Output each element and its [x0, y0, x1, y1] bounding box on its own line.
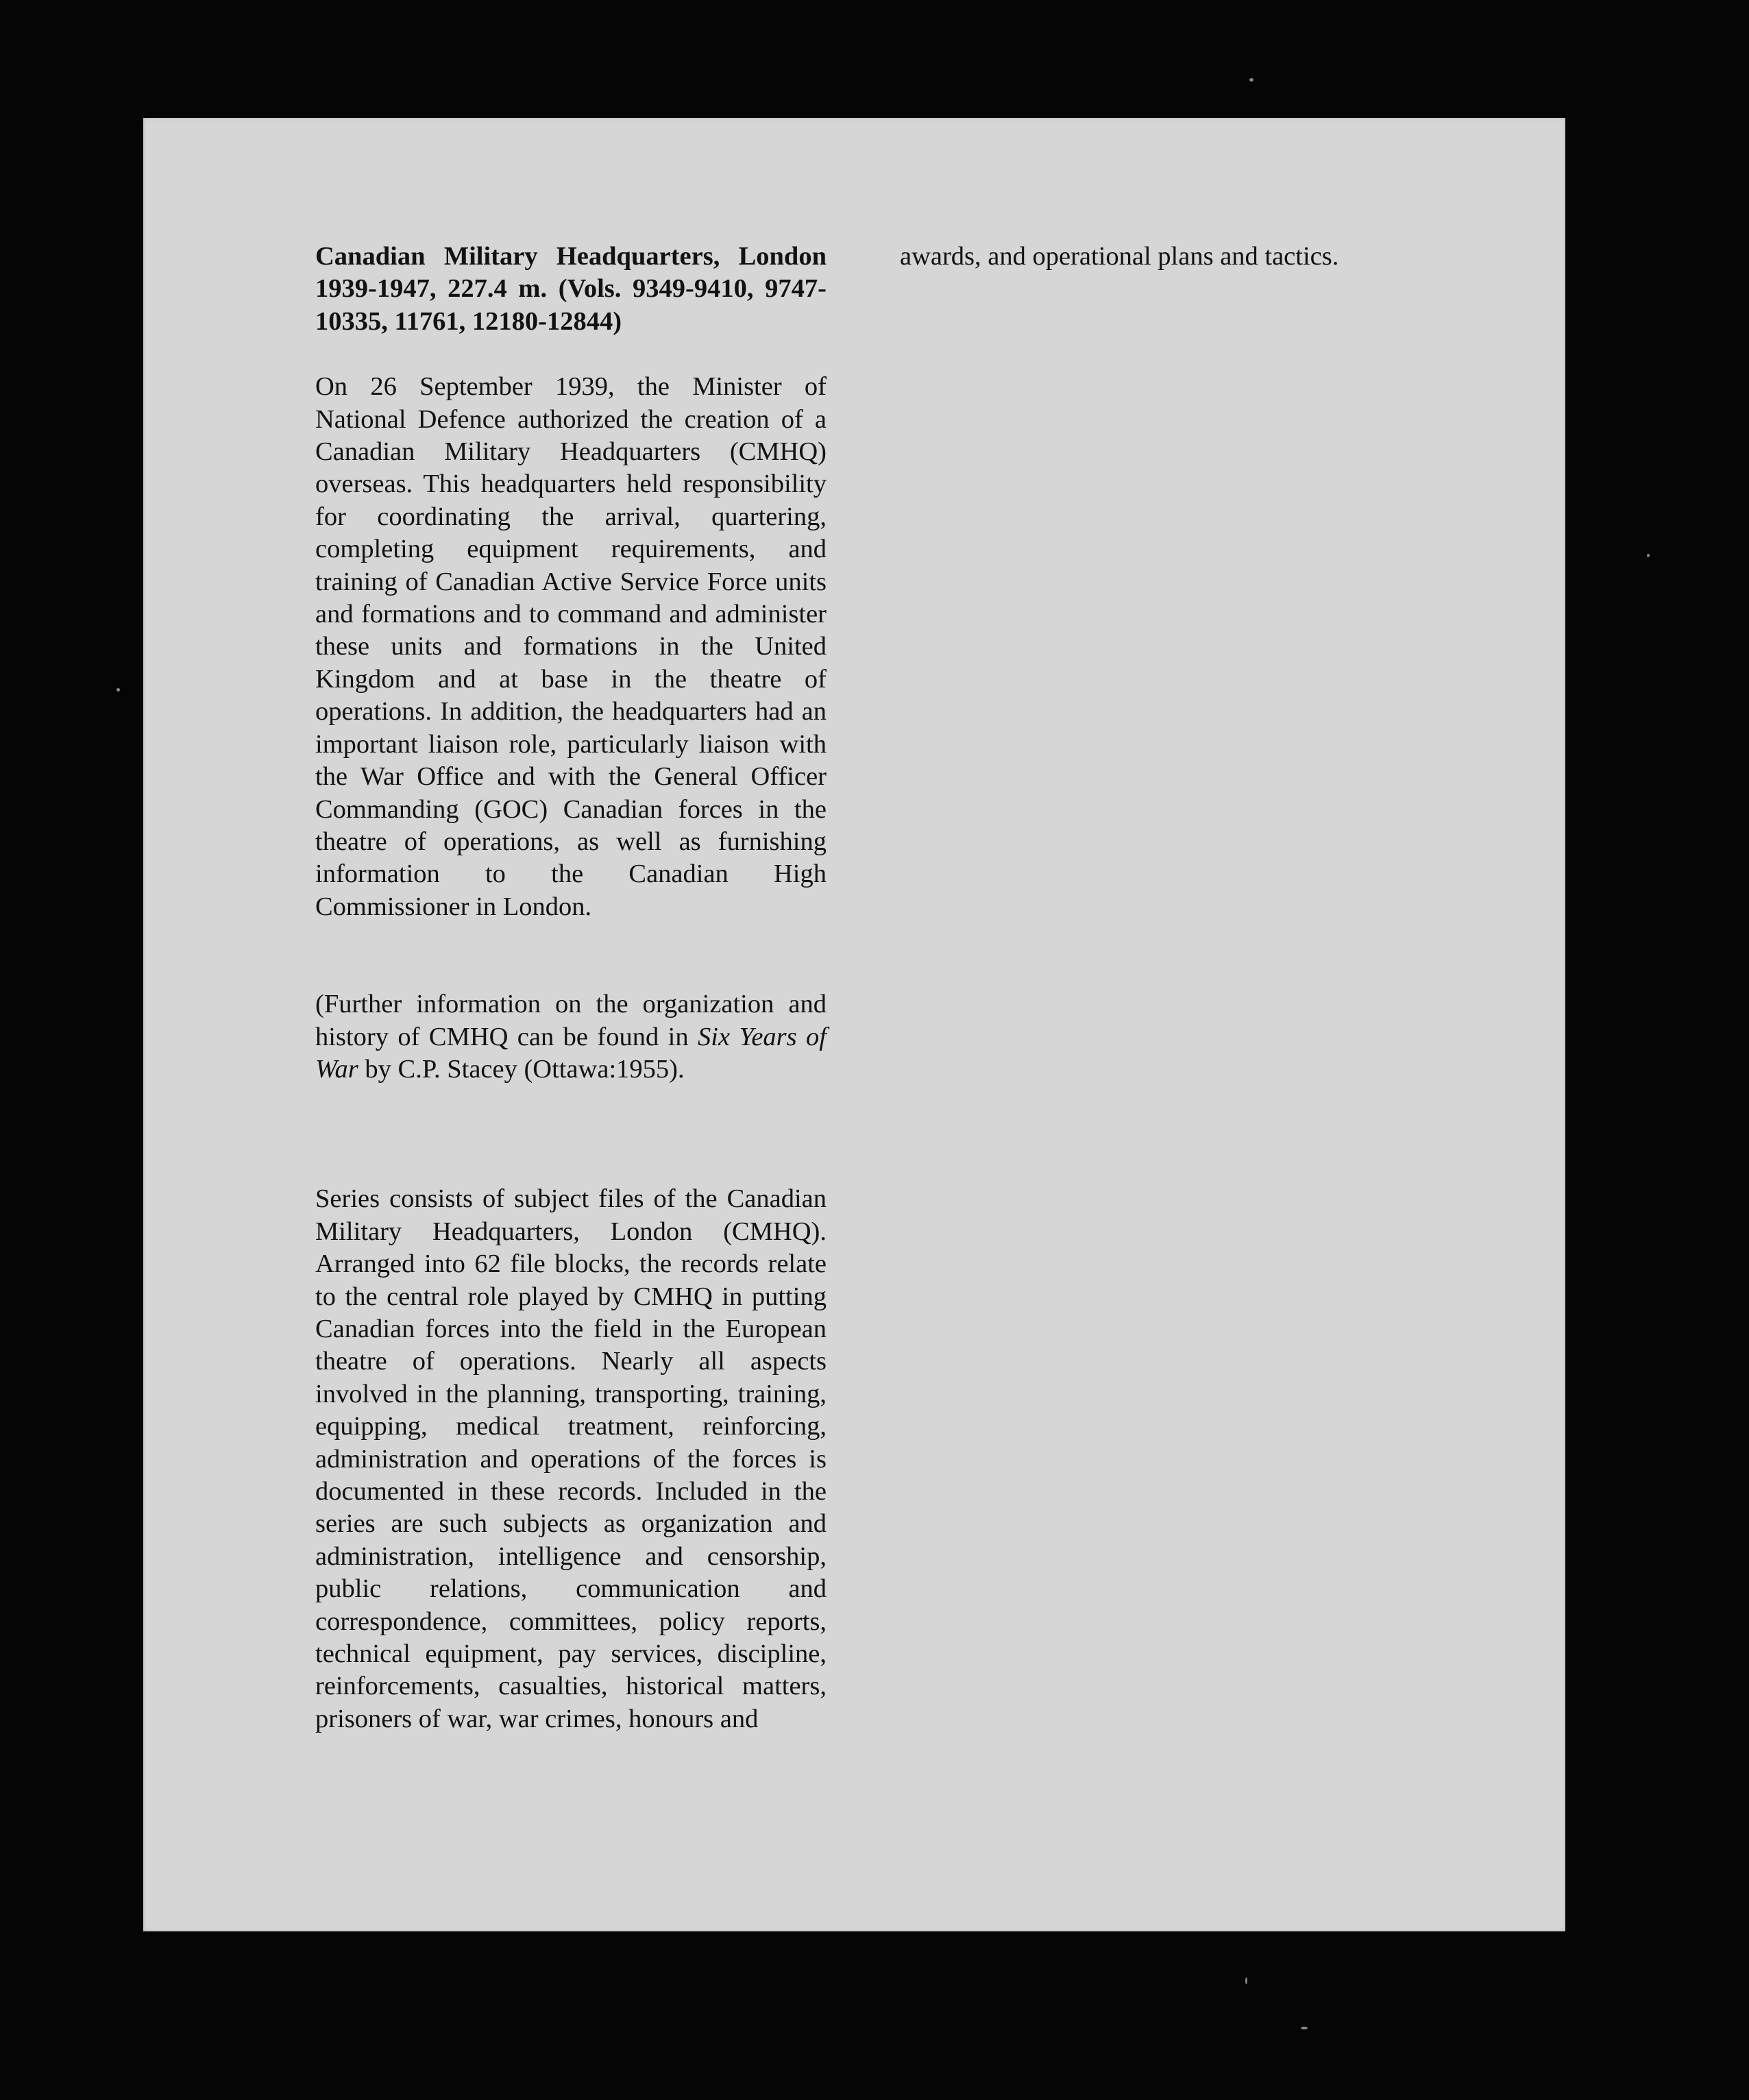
right-column	[900, 241, 1421, 273]
series-heading: Canadian Military Headquarters, London 1939-1947, 227.4 m. (Vols. 9349-9410, 9747-10335, 11761, 12180-12844)	[315, 242, 827, 336]
dust-speck	[1647, 554, 1650, 557]
dust-speck	[1245, 1977, 1247, 1984]
dust-speck	[1301, 2027, 1308, 2029]
further-info-text: (Further information on the organization and history of CMHQ can be found in	[315, 990, 827, 1051]
further-info-citation: by C.P. Stacey (Ottawa:1955).	[358, 1054, 685, 1084]
series-description-paragraph: Series consists of subject files of the Canadian Military Headquarters, London (CMHQ). Arranged into 62 file blocks, the records relate to the central role played by CMHQ in putting Canadian forces into the field in the European theatre of operations. Nearly all aspects involved in the planning, transporting, training, equipping, medical treatment, reinforcing, administration and operations of the forces is documented in these records. Included in the series are such subjects as organization and administration, intelligence and censorship, public relations, communication and correspondence, committees, policy reports, technical equipment, pay services, discipline, reinforcements, casualties, historical matters, prisoners of war, war crimes, honours and	[315, 1184, 827, 1733]
dust-speck	[117, 688, 120, 692]
continuation-text: awards, and operational plans and tactics.	[900, 242, 1339, 271]
further-info-paragraph	[315, 988, 827, 1086]
dust-speck	[1249, 78, 1253, 82]
book-title: Six Years of War	[315, 1022, 827, 1084]
history-paragraph: On 26 September 1939, the Minister of National Defence authorized the creation of a Canadian Military Headquarters (CMHQ) overseas. This headquarters held responsibility for coordinating the arrival, quartering, completing equipment requirements, and training of Canadian Active Service Force units and formations and to command and administer these units and formations in the United Kingdom and at base in the theatre of operations. In addition, the headquarters had an important liaison role, particularly liaison with the War Office and with the General Officer Commanding (GOC) Canadian forces in the theatre of operations, as well as furnishing information to the Canadian High Commissioner in London.	[315, 372, 827, 921]
left-column	[315, 241, 827, 1735]
document-page	[143, 118, 1565, 1931]
